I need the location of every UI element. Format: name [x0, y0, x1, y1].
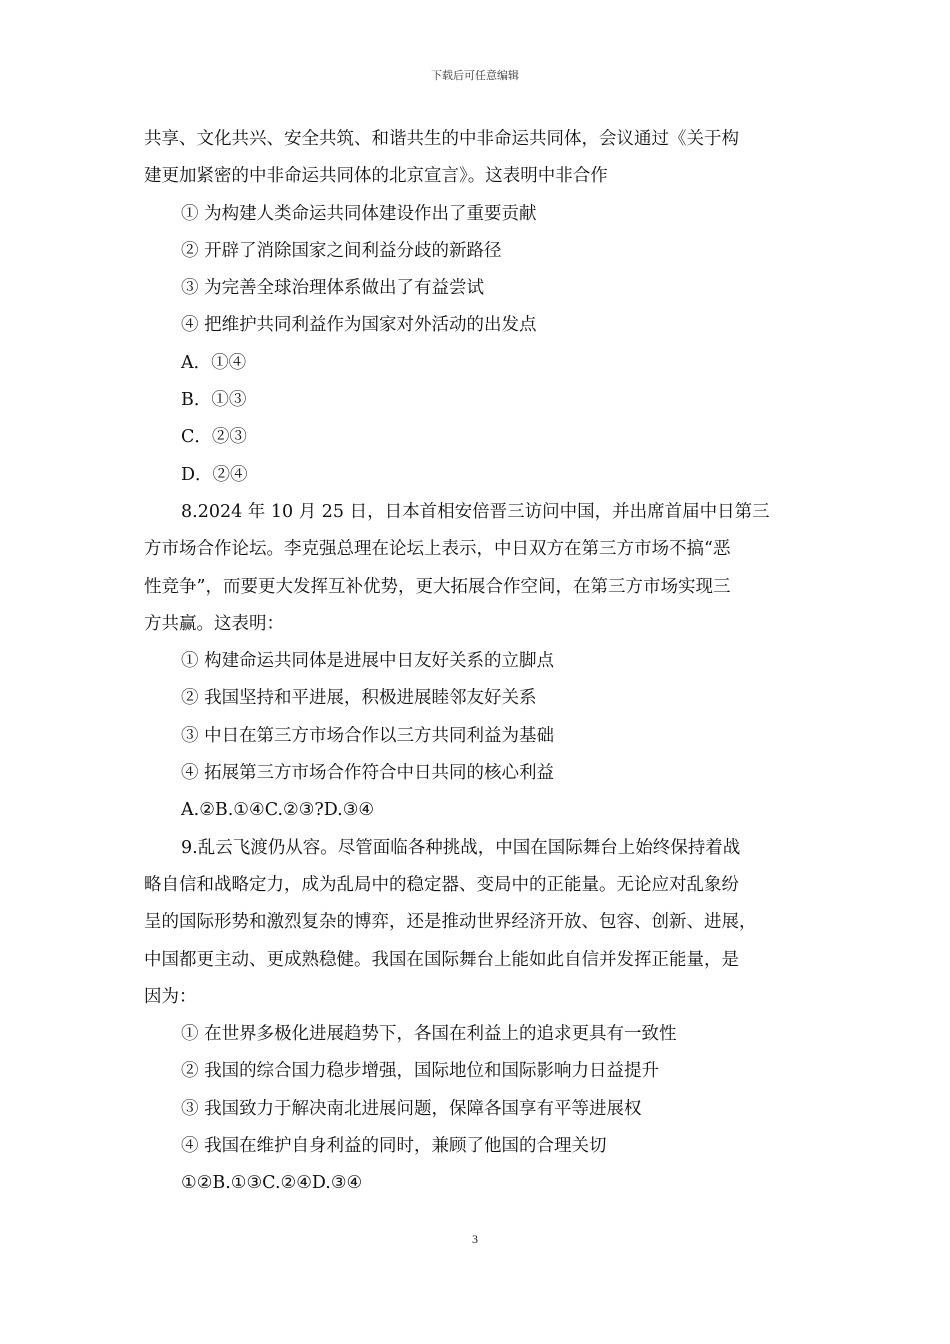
- text-line: ① 构建命运共同体是进展中日友好关系的立脚点: [181, 651, 555, 672]
- text-line: ③ 为完善全球治理体系做出了有益尝试: [181, 278, 485, 299]
- text-line: ③ 中日在第三方市场合作以三方共同利益为基础: [181, 725, 555, 746]
- text-line: 8.2024 年 10 月 25 日，日本首相安倍晋三访问中国，并出席首届中日第三: [181, 501, 770, 522]
- text-line: ② 开辟了消除国家之间利益分歧的新路径: [181, 240, 502, 261]
- text-line: 略自信和战略定力，成为乱局中的稳定器、变局中的正能量。无论应对乱象纷: [144, 874, 739, 895]
- page-number: 3: [472, 1232, 478, 1246]
- text-line: ① 在世界多极化进展趋势下，各国在利益上的追求更具有一致性: [181, 1024, 677, 1045]
- text-line: 性竞争”，而要更大发挥互补优势，更大拓展合作空间，在第三方市场实现三: [144, 576, 731, 597]
- text-line: ①②B.①③C.②④D.③④: [181, 1173, 363, 1194]
- text-line: 共享、文化共兴、安全共筑、和谐共生的中非命运共同体，会议通过《关于构: [144, 129, 739, 149]
- page-header: 下载后可任意编辑: [431, 69, 519, 82]
- text-line: 建更加紧密的中非命运共同体的北京宣言》。这表明中非合作: [144, 166, 608, 187]
- text-line: A．①④: [181, 352, 247, 373]
- text-line: 方市场合作论坛。李克强总理在论坛上表示，中日双方在第三方市场不搞“恶: [144, 539, 731, 560]
- text-line: 因为：: [144, 986, 197, 1007]
- text-line: ③ 我国致力于解决南北进展问题，保障各国享有平等进展权: [181, 1098, 642, 1119]
- text-line: ④ 我国在维护自身利益的同时，兼顾了他国的合理关切: [181, 1136, 607, 1157]
- text-line: B．①③: [181, 390, 247, 411]
- text-line: 中国都更主动、更成熟稳健。我国在国际舞台上能如此自信并发挥正能量，是: [144, 949, 739, 970]
- text-line: ④ 拓展第三方市场合作符合中日共同的核心利益: [181, 763, 555, 784]
- text-line: ② 我国的综合国力稳步增强，国际地位和国际影响力日益提升: [181, 1061, 660, 1082]
- document-body: [144, 121, 810, 1203]
- text-line: ② 我国坚持和平进展，积极进展睦邻友好关系: [181, 688, 537, 709]
- text-line: C．②③: [181, 427, 247, 448]
- text-line: ① 为构建人类命运共同体建设作出了重要贡献: [181, 203, 537, 224]
- text-line: 方共赢。这表明：: [144, 613, 284, 634]
- text-line: D．②④: [181, 464, 248, 485]
- text-line: A.②B.①④C.②③?D.③④: [181, 800, 375, 821]
- text-line: 呈的国际形势和激烈复杂的博弈，还是推动世界经济开放、包容、创新、进展，: [144, 912, 757, 933]
- text-line: 9.乱云飞渡仍从容。尽管面临各种挑战，中国在国际舞台上始终保持着战: [181, 837, 741, 858]
- text-line: ④ 把维护共同利益作为国家对外活动的出发点: [181, 315, 537, 336]
